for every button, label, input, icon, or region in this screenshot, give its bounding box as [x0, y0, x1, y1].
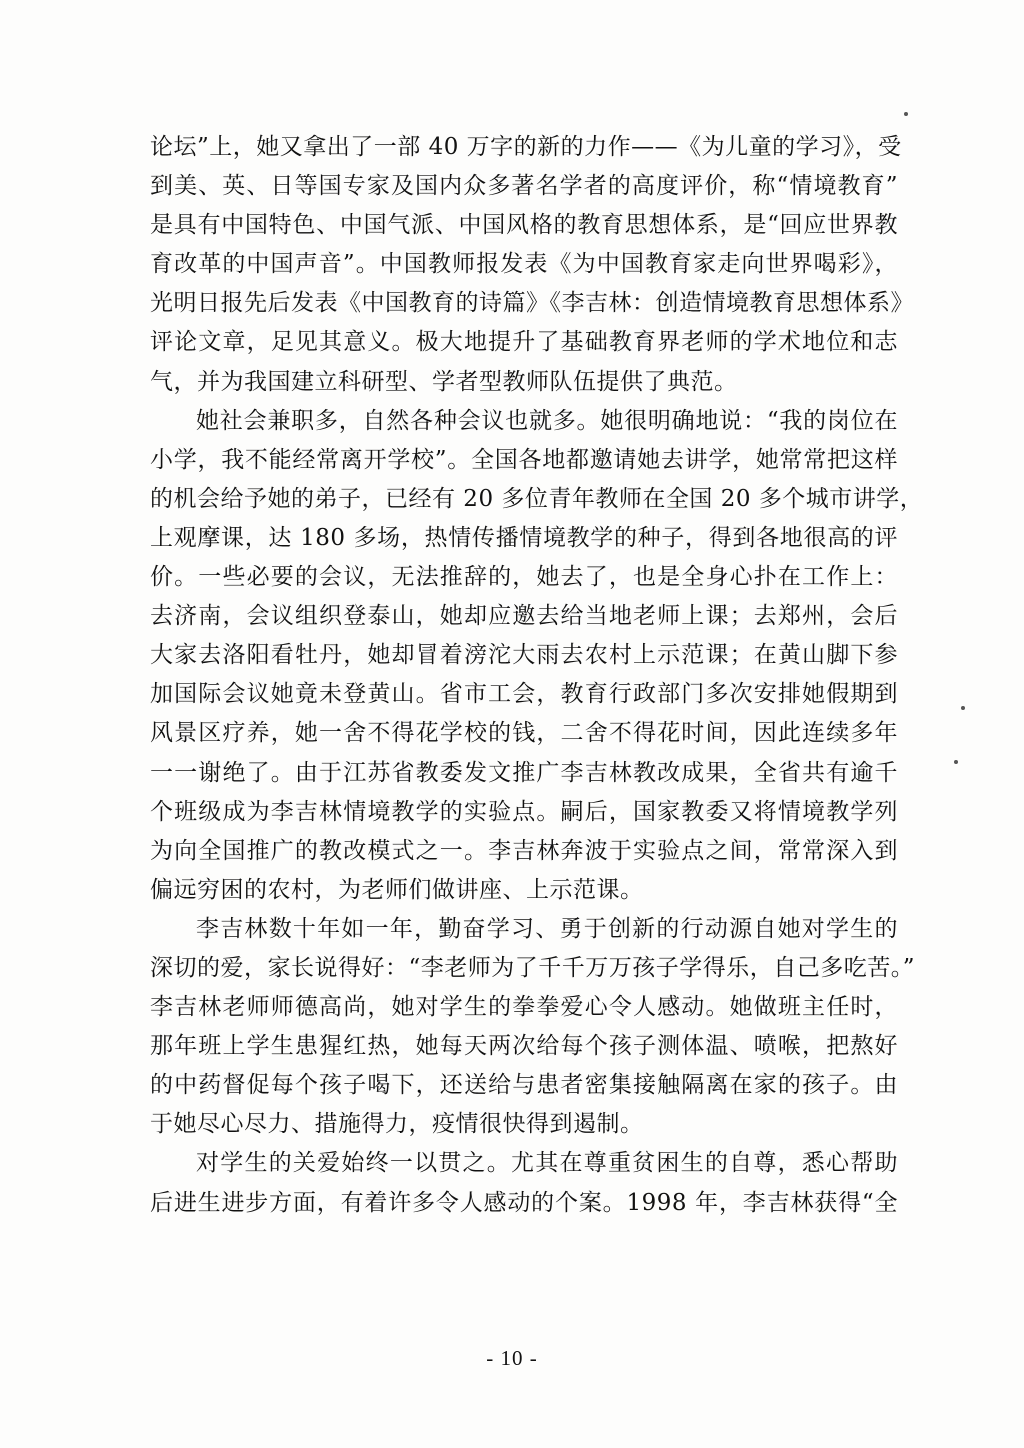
text-line: 李吉林数十年如一年，勤奋学习、勇于创新的行动源自她对学生的 — [196, 915, 898, 942]
text-line: 评论文章，足见其意义。极大地提升了基础教育界老师的学术地位和志 — [150, 329, 898, 356]
text-line: 的中药督促每个孩子喝下，还送给与患者密集接触隔离在家的孩子。由 — [150, 1072, 898, 1099]
text-line: 为向全国推广的教改模式之一。李吉林奔波于实验点之间，常常深入到 — [150, 837, 898, 864]
text-line: 个班级成为李吉林情境教学的实验点。嗣后，国家教委又将情境教学列 — [150, 798, 898, 825]
text-line: 对学生的关爱始终一以贯之。尤其在尊重贫困生的自尊，悉心帮助 — [196, 1150, 898, 1177]
text-line: 的机会给予她的弟子，已经有 20 多位青年教师在全国 20 多个城市讲学， — [150, 485, 924, 512]
text-line: 去济南，会议组织登泰山，她却应邀去给当地老师上课；去郑州，会后 — [150, 603, 898, 630]
text-line: 大家去洛阳看牡丹，她却冒着滂沱大雨去农村上示范课；在黄山脚下参 — [150, 642, 898, 669]
text-line: 她社会兼职多，自然各种会议也就多。她很明确地说：“我的岗位在 — [196, 407, 898, 434]
scan-speck — [954, 760, 958, 764]
text-line: 是具有中国特色、中国气派、中国风格的教育思想体系，是“回应世界教 — [150, 212, 898, 239]
text-line: 气，并为我国建立科研型、学者型教师队伍提供了典范。 — [150, 368, 738, 395]
text-line: 一一谢绝了。由于江苏省教委发文推广李吉林教改成果，全省共有逾千 — [150, 759, 898, 786]
body-text — [150, 128, 924, 1223]
text-line: 到美、英、日等国专家及国内众多著名学者的高度评价，称“情境教育” — [150, 173, 898, 200]
text-line: 价。一些必要的会议，无法推辞的，她去了，也是全身心扑在工作上： — [150, 564, 898, 591]
text-line: 偏远穷困的农村，为老师们做讲座、上示范课。 — [150, 876, 644, 903]
text-line: 深切的爱，家长说得好：“李老师为了千千万万孩子学得乐，自己多吃苦。” — [150, 954, 916, 981]
page-number: - 10 - — [486, 1346, 538, 1370]
text-line: 加国际会议她竟未登黄山。省市工会，教育行政部门多次安排她假期到 — [150, 681, 898, 708]
text-line: 育改革的中国声音”。中国教师报发表《为中国教育家走向世界喝彩》， — [150, 251, 898, 278]
text-line: 于她尽心尽力、措施得力，疫情很快得到遏制。 — [150, 1111, 644, 1138]
text-line: 论坛”上，她又拿出了一部 40 万字的新的力作——《为儿童的学习》，受 — [150, 134, 902, 160]
text-line: 小学，我不能经常离开学校”。全国各地都邀请她去讲学，她常常把这样 — [150, 446, 898, 473]
text-line: 上观摩课，达 180 多场，热情传播情境教学的种子，得到各地很高的评 — [150, 524, 898, 551]
text-line: 风景区疗养，她一舍不得花学校的钱，二舍不得花时间，因此连续多年 — [150, 720, 898, 747]
text-line: 李吉林老师师德高尚，她对学生的拳拳爱心令人感动。她做班主任时， — [150, 994, 898, 1021]
scan-speck — [904, 112, 908, 116]
text-line: 光明日报先后发表《中国教育的诗篇》《李吉林：创造情境教育思想体系》 — [150, 290, 914, 317]
text-line: 后进生进步方面，有着许多令人感动的个案。1998 年，李吉林获得“全 — [150, 1189, 898, 1216]
text-line: 那年班上学生患猩红热，她每天两次给每个孩子测体温、喷喉，把熬好 — [150, 1033, 898, 1060]
scan-speck — [961, 706, 965, 710]
